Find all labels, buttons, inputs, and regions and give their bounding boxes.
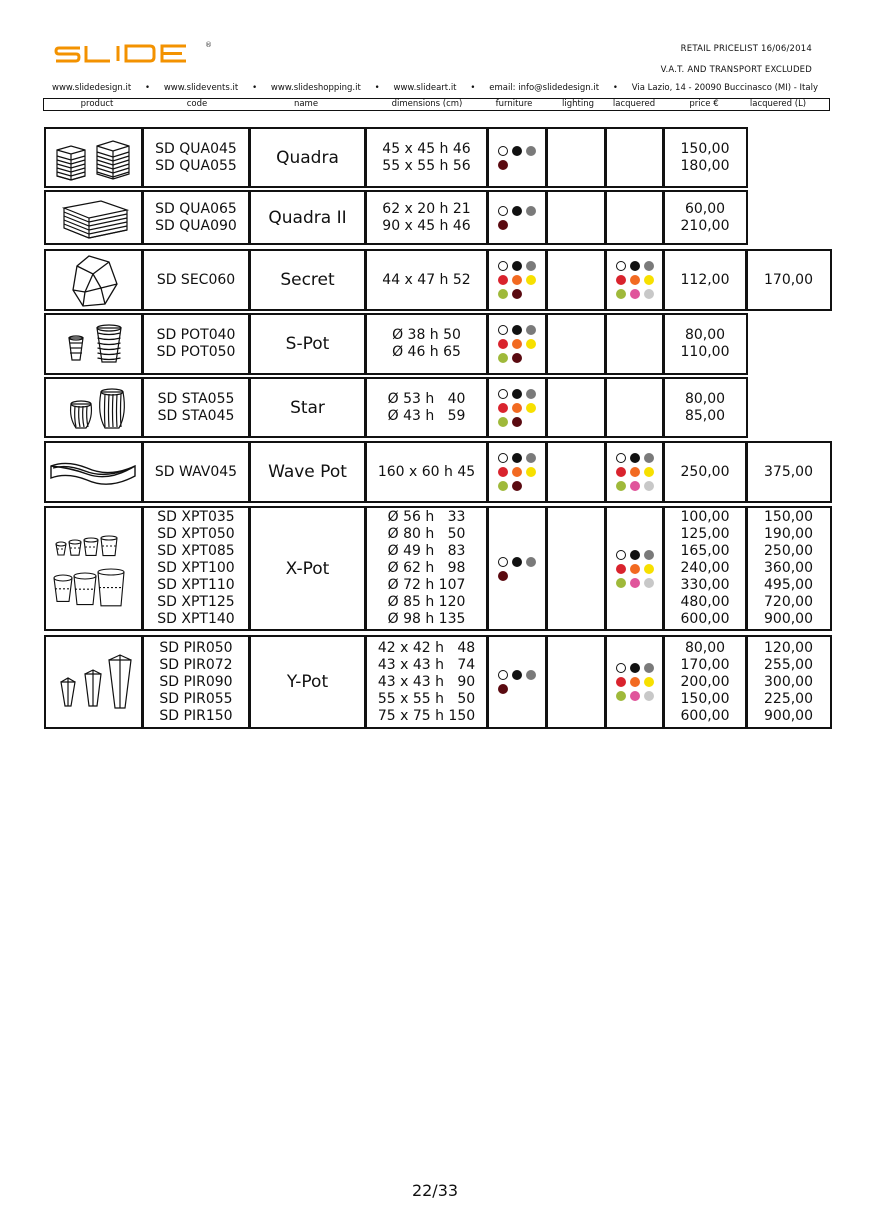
white-swatch xyxy=(616,261,626,271)
burgundy-swatch xyxy=(512,289,522,299)
white-swatch xyxy=(498,206,508,216)
dimension: Ø 46 h 65 xyxy=(392,344,461,360)
price-cell xyxy=(662,635,748,729)
red-swatch xyxy=(616,564,626,574)
pricelist-title: RETAIL PRICELIST 16/06/2014 xyxy=(680,44,812,54)
dimensions-cell xyxy=(364,377,489,438)
dimension: Ø 80 h 50 xyxy=(387,526,466,542)
dimension: 55 x 55 h 50 xyxy=(377,690,476,707)
code-cell xyxy=(141,506,251,631)
white-swatch xyxy=(498,453,508,463)
col-name: name xyxy=(293,99,319,109)
lacquered-colors xyxy=(604,635,665,729)
black-swatch xyxy=(512,670,522,680)
lighting-cell xyxy=(545,313,607,375)
product-code: SD QUA065 xyxy=(155,200,237,217)
red-swatch xyxy=(498,467,508,477)
black-swatch xyxy=(630,261,640,271)
lighting-cell xyxy=(545,127,607,188)
col-product: product xyxy=(80,99,114,109)
ypot-icon xyxy=(44,635,144,729)
product-name: Wave Pot xyxy=(268,462,347,482)
code-cell xyxy=(141,635,251,729)
price: 190,00 xyxy=(764,526,813,542)
name-cell xyxy=(248,506,367,631)
name-cell xyxy=(248,441,367,503)
price: 180,00 xyxy=(680,157,730,174)
dimension: 55 x 55 h 56 xyxy=(382,157,471,174)
white-swatch xyxy=(498,261,508,271)
red-swatch xyxy=(498,339,508,349)
product-code: SD PIR050 xyxy=(159,639,233,656)
dimensions-cell xyxy=(364,635,489,729)
grey-swatch xyxy=(526,261,536,271)
product-name: S-Pot xyxy=(285,334,330,354)
price-cell xyxy=(662,377,748,438)
lacquered-colors xyxy=(604,506,665,631)
price-cell xyxy=(662,313,748,375)
lacquered-price-cell xyxy=(745,635,832,729)
white-swatch xyxy=(616,663,626,673)
black-swatch xyxy=(512,261,522,271)
lacquered-price-cell xyxy=(745,506,832,631)
price: 250,00 xyxy=(680,463,730,480)
black-swatch xyxy=(630,663,640,673)
yellow-swatch xyxy=(526,467,536,477)
grey-swatch xyxy=(526,389,536,399)
yellow-swatch xyxy=(526,339,536,349)
price: 60,00 xyxy=(684,200,726,217)
dimension: 43 x 43 h 74 xyxy=(377,656,476,673)
product-code: SD XPT110 xyxy=(157,577,235,593)
orange-swatch xyxy=(630,275,640,285)
product-code: SD QUA090 xyxy=(155,217,237,234)
lighting-cell xyxy=(545,190,607,245)
price: 330,00 xyxy=(680,577,730,593)
yellow-swatch xyxy=(644,677,654,687)
price-cell xyxy=(662,127,748,188)
dimensions-cell xyxy=(364,127,489,188)
price: 120,00 xyxy=(764,639,813,656)
price: 900,00 xyxy=(764,707,813,724)
price: 165,00 xyxy=(680,543,730,559)
lime-swatch xyxy=(498,417,508,427)
column-header xyxy=(43,98,830,111)
bullet: • xyxy=(252,83,258,93)
product-code: SD PIR150 xyxy=(159,707,233,724)
pink-swatch xyxy=(630,481,640,491)
price: 600,00 xyxy=(680,707,730,724)
pink-swatch xyxy=(630,578,640,588)
yellow-swatch xyxy=(644,564,654,574)
name-cell xyxy=(248,635,367,729)
product-name: Quadra II xyxy=(268,207,347,228)
dimensions-cell xyxy=(364,190,489,245)
grey-swatch xyxy=(526,670,536,680)
name-cell xyxy=(248,377,367,438)
black-swatch xyxy=(512,146,522,156)
product-code: SD XPT085 xyxy=(157,543,235,559)
price: 80,00 xyxy=(684,390,726,407)
bullet: • xyxy=(470,83,476,93)
dimension: 42 x 42 h 48 xyxy=(377,639,476,656)
silver-swatch xyxy=(644,289,654,299)
product-code: SD QUA045 xyxy=(155,140,237,157)
code-cell xyxy=(141,249,251,311)
link-slidevents[interactable]: www.slidevents.it xyxy=(163,83,239,93)
link-slideshopping[interactable]: www.slideshopping.it xyxy=(270,83,361,93)
dimensions-cell xyxy=(364,249,489,311)
product-code: SD WAV045 xyxy=(154,463,238,480)
product-code: SD PIR055 xyxy=(159,690,233,707)
product-name: Y-Pot xyxy=(286,672,329,692)
dimension: Ø 98 h 135 xyxy=(387,611,466,627)
price: 80,00 xyxy=(684,639,726,656)
product-code: SD XPT050 xyxy=(157,526,235,542)
dimension: 90 x 45 h 46 xyxy=(382,217,471,234)
name-cell xyxy=(248,190,367,245)
white-swatch xyxy=(498,389,508,399)
col-lacquered-l: lacquered (L) xyxy=(749,99,807,109)
furniture-colors xyxy=(486,249,548,311)
price-cell xyxy=(662,249,748,311)
product-name: X-Pot xyxy=(285,558,330,579)
code-cell xyxy=(141,377,251,438)
col-lighting: lighting xyxy=(562,99,594,109)
lacquered-colors xyxy=(604,441,665,503)
product-code: SD XPT140 xyxy=(157,611,235,627)
red-swatch xyxy=(616,467,626,477)
black-swatch xyxy=(630,453,640,463)
lighting-cell xyxy=(545,506,607,631)
pink-swatch xyxy=(630,691,640,701)
dimension: Ø 53 h 40 xyxy=(387,390,466,407)
furniture-colors xyxy=(486,313,548,375)
name-cell xyxy=(248,313,367,375)
price: 200,00 xyxy=(680,673,730,690)
email-link[interactable]: email: info@slidedesign.it xyxy=(489,83,600,93)
lime-swatch xyxy=(498,481,508,491)
white-swatch xyxy=(616,550,626,560)
price: 900,00 xyxy=(764,611,813,627)
price: 240,00 xyxy=(680,560,730,576)
price: 375,00 xyxy=(764,463,813,480)
price: 100,00 xyxy=(680,509,730,525)
white-swatch xyxy=(498,146,508,156)
lacquered-price-cell xyxy=(745,249,832,311)
white-swatch xyxy=(498,670,508,680)
address: Via Lazio, 14 - 20090 Buccinasco (MI) - Italy xyxy=(631,83,818,93)
pink-swatch xyxy=(630,289,640,299)
furniture-colors xyxy=(486,506,548,631)
price: 360,00 xyxy=(764,560,813,576)
white-swatch xyxy=(498,557,508,567)
orange-swatch xyxy=(630,677,640,687)
grey-swatch xyxy=(644,453,654,463)
white-swatch xyxy=(616,453,626,463)
lime-swatch xyxy=(616,691,626,701)
grey-swatch xyxy=(526,453,536,463)
product-code: SD POT040 xyxy=(156,327,236,343)
yellow-swatch xyxy=(644,275,654,285)
slide-logo xyxy=(54,40,212,66)
price: 720,00 xyxy=(764,594,813,610)
dimensions-cell xyxy=(364,441,489,503)
product-code: SD XPT100 xyxy=(157,560,235,576)
burgundy-swatch xyxy=(498,220,508,230)
product-code: SD STA055 xyxy=(157,390,235,407)
product-name: Star xyxy=(290,397,325,418)
price: 255,00 xyxy=(764,656,813,673)
yellow-swatch xyxy=(644,467,654,477)
furniture-colors xyxy=(486,377,548,438)
price-cell xyxy=(662,506,748,631)
price: 125,00 xyxy=(680,526,730,542)
black-swatch xyxy=(512,453,522,463)
red-swatch xyxy=(616,275,626,285)
bullet: • xyxy=(145,83,151,93)
lighting-cell xyxy=(545,441,607,503)
orange-swatch xyxy=(512,339,522,349)
code-cell xyxy=(141,313,251,375)
name-cell xyxy=(248,249,367,311)
vat-note: V.A.T. AND TRANSPORT EXCLUDED xyxy=(660,65,812,75)
dimension: 44 x 47 h 52 xyxy=(382,271,471,288)
product-code: SD PIR090 xyxy=(159,673,233,690)
link-slidedesign[interactable]: www.slidedesign.it xyxy=(52,83,132,93)
dimension: Ø 38 h 50 xyxy=(392,327,461,343)
price: 150,00 xyxy=(680,140,730,157)
furniture-colors xyxy=(486,441,548,503)
link-slideart[interactable]: www.slideart.it xyxy=(393,83,457,93)
price: 210,00 xyxy=(680,217,730,234)
lacquered-colors xyxy=(604,190,665,245)
grey-swatch xyxy=(526,325,536,335)
burgundy-swatch xyxy=(512,353,522,363)
black-swatch xyxy=(512,389,522,399)
price: 225,00 xyxy=(764,690,813,707)
red-swatch xyxy=(616,677,626,687)
silver-swatch xyxy=(644,691,654,701)
quadra2-icon xyxy=(44,190,144,245)
grey-swatch xyxy=(526,206,536,216)
page-number: 22/33 xyxy=(411,1181,459,1200)
burgundy-swatch xyxy=(498,571,508,581)
lacquered-colors xyxy=(604,127,665,188)
lime-swatch xyxy=(616,578,626,588)
col-lacquered: lacquered xyxy=(612,99,656,109)
lighting-cell xyxy=(545,377,607,438)
dimension: Ø 62 h 98 xyxy=(387,560,466,576)
product-name: Secret xyxy=(280,270,335,290)
header-links xyxy=(52,83,818,93)
product-code: SD POT050 xyxy=(156,344,236,360)
silver-swatch xyxy=(644,578,654,588)
product-code: SD PIR072 xyxy=(159,656,233,673)
price: 250,00 xyxy=(764,543,813,559)
furniture-colors xyxy=(486,127,548,188)
lacquered-colors xyxy=(604,377,665,438)
lime-swatch xyxy=(498,289,508,299)
code-cell xyxy=(141,441,251,503)
burgundy-swatch xyxy=(498,684,508,694)
orange-swatch xyxy=(512,403,522,413)
star-icon xyxy=(44,377,144,438)
code-cell xyxy=(141,190,251,245)
silver-swatch xyxy=(644,481,654,491)
lime-swatch xyxy=(616,481,626,491)
orange-swatch xyxy=(512,275,522,285)
grey-swatch xyxy=(644,550,654,560)
price: 150,00 xyxy=(764,509,813,525)
svg-text:®: ® xyxy=(205,41,212,49)
black-swatch xyxy=(512,325,522,335)
dimension: 45 x 45 h 46 xyxy=(382,140,471,157)
dimension: Ø 43 h 59 xyxy=(387,407,466,424)
spot-icon xyxy=(44,313,144,375)
quadra-icon xyxy=(44,127,144,188)
lacquered-colors xyxy=(604,313,665,375)
black-swatch xyxy=(630,550,640,560)
dimension: Ø 85 h 120 xyxy=(387,594,466,610)
dimensions-cell xyxy=(364,313,489,375)
dimension: 160 x 60 h 45 xyxy=(377,463,476,480)
price: 480,00 xyxy=(680,594,730,610)
product-code: SD STA045 xyxy=(157,407,235,424)
dimension: Ø 56 h 33 xyxy=(387,509,466,525)
price: 600,00 xyxy=(680,611,730,627)
code-cell xyxy=(141,127,251,188)
price-cell xyxy=(662,190,748,245)
price-cell xyxy=(662,441,748,503)
name-cell xyxy=(248,127,367,188)
wavepot-icon xyxy=(44,441,144,503)
yellow-swatch xyxy=(526,403,536,413)
grey-swatch xyxy=(526,557,536,567)
product-code: SD QUA055 xyxy=(155,157,237,174)
dimension: 62 x 20 h 21 xyxy=(382,200,471,217)
price: 112,00 xyxy=(680,271,730,288)
lighting-cell xyxy=(545,249,607,311)
red-swatch xyxy=(498,403,508,413)
product-code: SD XPT125 xyxy=(157,594,235,610)
lacquered-price-cell xyxy=(745,441,832,503)
price: 85,00 xyxy=(684,407,726,424)
price: 300,00 xyxy=(764,673,813,690)
lighting-cell xyxy=(545,635,607,729)
price: 150,00 xyxy=(680,690,730,707)
secret-icon xyxy=(44,249,144,311)
lacquered-colors xyxy=(604,249,665,311)
burgundy-swatch xyxy=(512,417,522,427)
black-swatch xyxy=(512,557,522,567)
col-code: code xyxy=(186,99,208,109)
bullet: • xyxy=(374,83,380,93)
orange-swatch xyxy=(630,467,640,477)
product-code: SD XPT035 xyxy=(157,509,235,525)
xpot-icon xyxy=(44,506,144,631)
bullet: • xyxy=(612,83,618,93)
dimensions-cell xyxy=(364,506,489,631)
white-swatch xyxy=(498,325,508,335)
furniture-colors xyxy=(486,190,548,245)
dimension: 75 x 75 h 150 xyxy=(377,707,476,724)
orange-swatch xyxy=(512,467,522,477)
lime-swatch xyxy=(616,289,626,299)
product-code: SD SEC060 xyxy=(156,271,236,288)
burgundy-swatch xyxy=(498,160,508,170)
orange-swatch xyxy=(630,564,640,574)
red-swatch xyxy=(498,275,508,285)
grey-swatch xyxy=(526,146,536,156)
product-name: Quadra xyxy=(276,147,339,168)
grey-swatch xyxy=(644,663,654,673)
lime-swatch xyxy=(498,353,508,363)
price: 170,00 xyxy=(764,271,813,288)
price: 80,00 xyxy=(684,327,726,343)
col-dimensions: dimensions (cm) xyxy=(391,99,463,109)
col-price: price € xyxy=(689,99,719,109)
price: 110,00 xyxy=(680,344,730,360)
grey-swatch xyxy=(644,261,654,271)
black-swatch xyxy=(512,206,522,216)
col-furniture: furniture xyxy=(495,99,533,109)
dimension: Ø 49 h 83 xyxy=(387,543,466,559)
yellow-swatch xyxy=(526,275,536,285)
price: 170,00 xyxy=(680,656,730,673)
price: 495,00 xyxy=(764,577,813,593)
burgundy-swatch xyxy=(512,481,522,491)
dimension: 43 x 43 h 90 xyxy=(377,673,476,690)
furniture-colors xyxy=(486,635,548,729)
dimension: Ø 72 h 107 xyxy=(387,577,466,593)
